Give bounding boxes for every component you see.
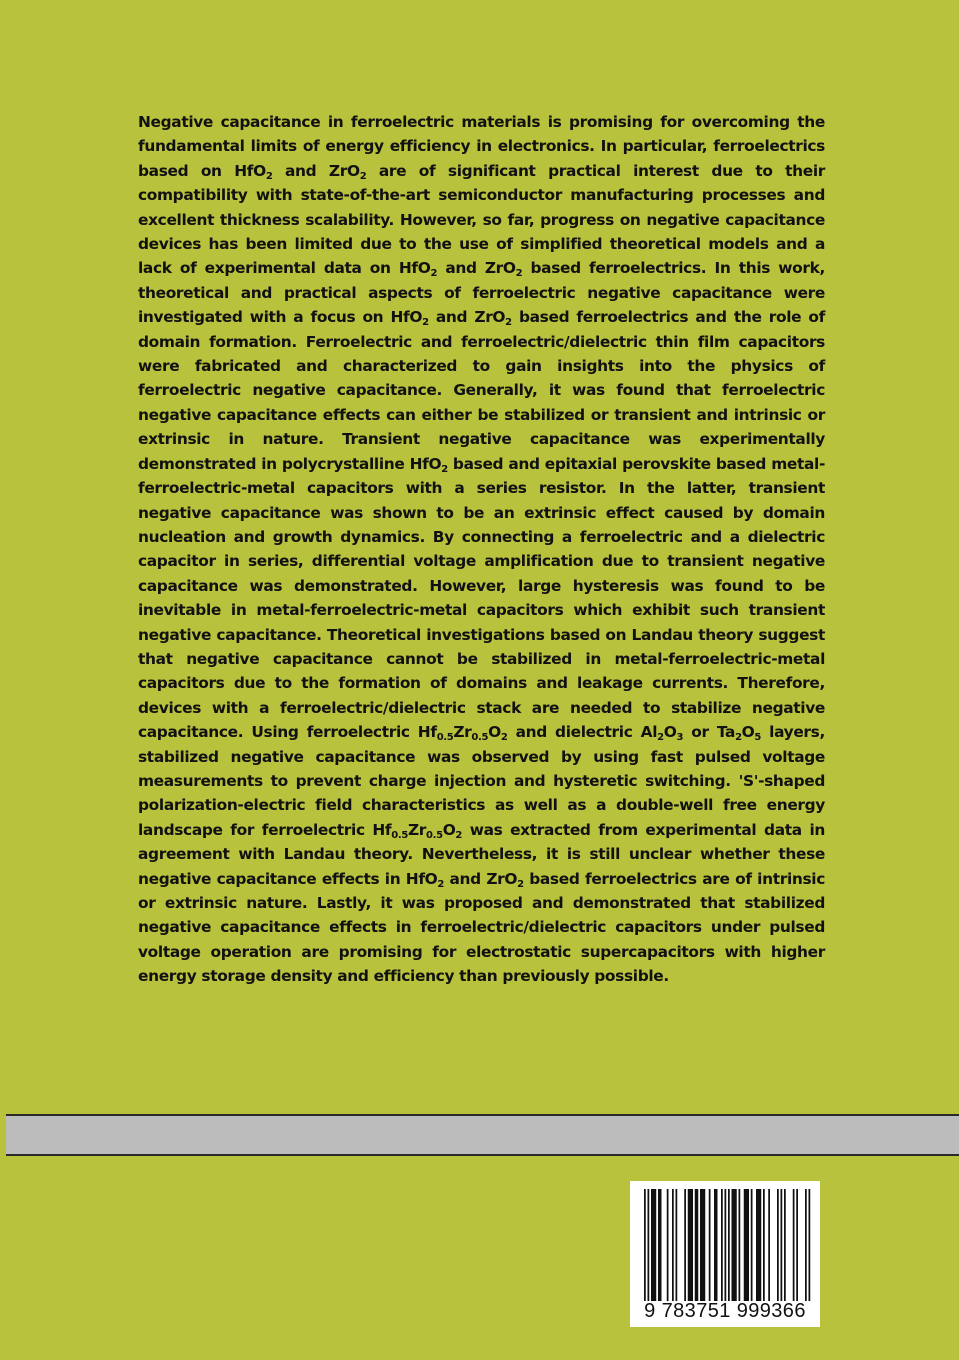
abstract-text-run: based and epitaxial perovskite based metal-ferroelectric-metal capacitors with a series resistor. In the latter, transient negative capacitance was shown to be an extrinsic effect caused by domain nucleation and growth dynamics. By connecting a ferroelectric and a dielectric capacitor in series, differential voltage amplification due to transient negative capacitance was demonstrated. However, large hysteresis was found to be inevitable in metal-ferroelectric-metal capacitors which exhibit such transient negative capacitance. Theoretical investigations based on Landau theory suggest that negative capacitance cannot be stabilized in metal-ferroelectric-metal capacitors due to the formation of domains and leakage currents. Therefore, devices with a ferroelectric/dielectric stack are needed to stabilize negative capacitance. Using ferroelectric Hf: [138, 454, 825, 742]
chemical-subscript: 2: [437, 878, 445, 890]
chemical-subscript: 2: [359, 170, 367, 182]
abstract-text: [138, 110, 825, 989]
barcode-bar: [793, 1189, 795, 1301]
barcode-bar: [721, 1189, 723, 1301]
abstract-text-run: based ferroelectrics are of intrinsic or extrinsic nature. Lastly, it was proposed and demonstrated that stabilized negative capacitance effects in ferroelectric/dielectric capacitors under pulsed voltage operation are promising for electrostatic supercapacitors with higher energy storage density and efficiency than previously possible.: [138, 869, 825, 986]
abstract-text-run: Zr: [453, 723, 472, 742]
barcode-bar: [676, 1189, 678, 1301]
barcode-bar: [796, 1189, 798, 1301]
chemical-subscript: 2: [657, 732, 664, 744]
chemical-subscript: 3: [676, 732, 684, 744]
barcode-bar: [777, 1189, 779, 1301]
barcode-bar: [763, 1189, 765, 1301]
barcode-bar: [672, 1189, 674, 1301]
barcode-bar: [809, 1189, 811, 1301]
barcode-bar: [756, 1189, 761, 1301]
barcode-bar: [648, 1189, 650, 1301]
abstract-text-run: and ZrO: [428, 308, 506, 327]
barcode-bar: [744, 1189, 749, 1301]
barcode-bar: [688, 1189, 693, 1301]
chemical-subscript: 2: [441, 463, 448, 475]
chemical-subscript: 0.5: [471, 732, 489, 744]
barcode-bar: [751, 1189, 753, 1301]
barcode-bar: [768, 1189, 770, 1301]
chemical-subscript: 5: [754, 732, 762, 744]
chemical-subscript: 2: [505, 317, 512, 329]
abstract-text-run: and ZrO: [272, 161, 360, 180]
gray-stripe: [6, 1114, 959, 1156]
barcode-bar: [728, 1189, 730, 1301]
barcode-bar: [739, 1189, 741, 1301]
barcode-bar: [658, 1189, 662, 1301]
abstract-text-run: and dielectric Al: [507, 723, 658, 742]
barcode-bar: [700, 1189, 705, 1301]
abstract-text-run: layers, stabilized negative capacitance was observed by using fast pulsed voltage measurements to prevent charge injection and hysteretic switching. 'S'-shaped polarization-electric field characteristics as well as a double-well free energy landscape for ferroelectric Hf: [138, 723, 825, 839]
abstract-text-run: or Ta: [683, 723, 736, 742]
abstract-text-run: O: [442, 820, 456, 839]
abstract-text-run: are of significant practical interest due to their compatibility with state-of-the-art semiconductor manufacturing processes and excellent thickness scalability. However, so far, progress on negative capacitance devices has been limited due to the use of simplified theoretical models and a lack of experimental data on HfO: [138, 161, 826, 278]
chemical-subscript: 2: [422, 317, 429, 329]
barcode-bar: [651, 1189, 656, 1301]
chemical-subscript: 2: [515, 268, 523, 280]
abstract-text-run: was extracted from experimental data in agreement with Landau theory. Nevertheless, it is still unclear whether these negative capacitance effects in HfO: [138, 820, 825, 888]
chemical-subscript: 0.5: [436, 732, 454, 744]
barcode-bar: [709, 1189, 711, 1301]
barcode-bar: [714, 1189, 718, 1301]
abstract-text-run: O: [488, 723, 501, 742]
chemical-subscript: 0.5: [391, 829, 408, 841]
barcode-bar: [684, 1189, 686, 1301]
chemical-subscript: 2: [265, 170, 273, 182]
barcode-bar: [695, 1189, 699, 1301]
abstract-text-run: based ferroelectrics and the role of domain formation. Ferroelectric and ferroelectric/dielectric thin film capacitors were fabricated and characterized to gain insights into the physics of ferroelectric negative capacitance. Generally, it was found that ferroelectric negative capacitance effects can either be stabilized or transient and intrinsic or extrinsic in nature. Transient negative capacitance was experimentally demonstrated in polycrystalline HfO: [138, 308, 825, 473]
chemical-subscript: 2: [455, 829, 463, 841]
chemical-subscript: 2: [430, 268, 438, 280]
barcode-bar: [732, 1189, 737, 1301]
abstract-text-run: Negative capacitance in ferroelectric materials is promising for overcoming the fundamental limits of energy efficiency in electronics. In particular, ferroelectrics based on HfO: [138, 113, 825, 180]
barcode-bar: [644, 1189, 646, 1301]
chemical-subscript: 2: [500, 732, 508, 744]
abstract-text-run: and ZrO: [444, 869, 518, 888]
barcode-bar: [667, 1189, 669, 1301]
abstract-text-run: O: [663, 723, 677, 742]
abstract-text-run: Zr: [407, 820, 427, 839]
barcode-bar: [784, 1189, 786, 1301]
chemical-subscript: 2: [735, 732, 742, 744]
isbn-digits: 9 783751 999366: [644, 1300, 806, 1322]
isbn-barcode: [630, 1181, 820, 1327]
barcode-bar: [805, 1189, 807, 1301]
abstract-text-run: O: [741, 723, 755, 742]
chemical-subscript: 2: [517, 878, 524, 890]
barcode-bar: [781, 1189, 783, 1301]
barcode-bar: [725, 1189, 727, 1301]
abstract-text-run: based ferroelectrics. In this work, theoretical and practical aspects of ferroelectric negative capacitance were investigated with a focus on HfO: [138, 259, 826, 327]
chemical-subscript: 0.5: [426, 829, 443, 841]
abstract-text-run: and ZrO: [437, 259, 516, 278]
